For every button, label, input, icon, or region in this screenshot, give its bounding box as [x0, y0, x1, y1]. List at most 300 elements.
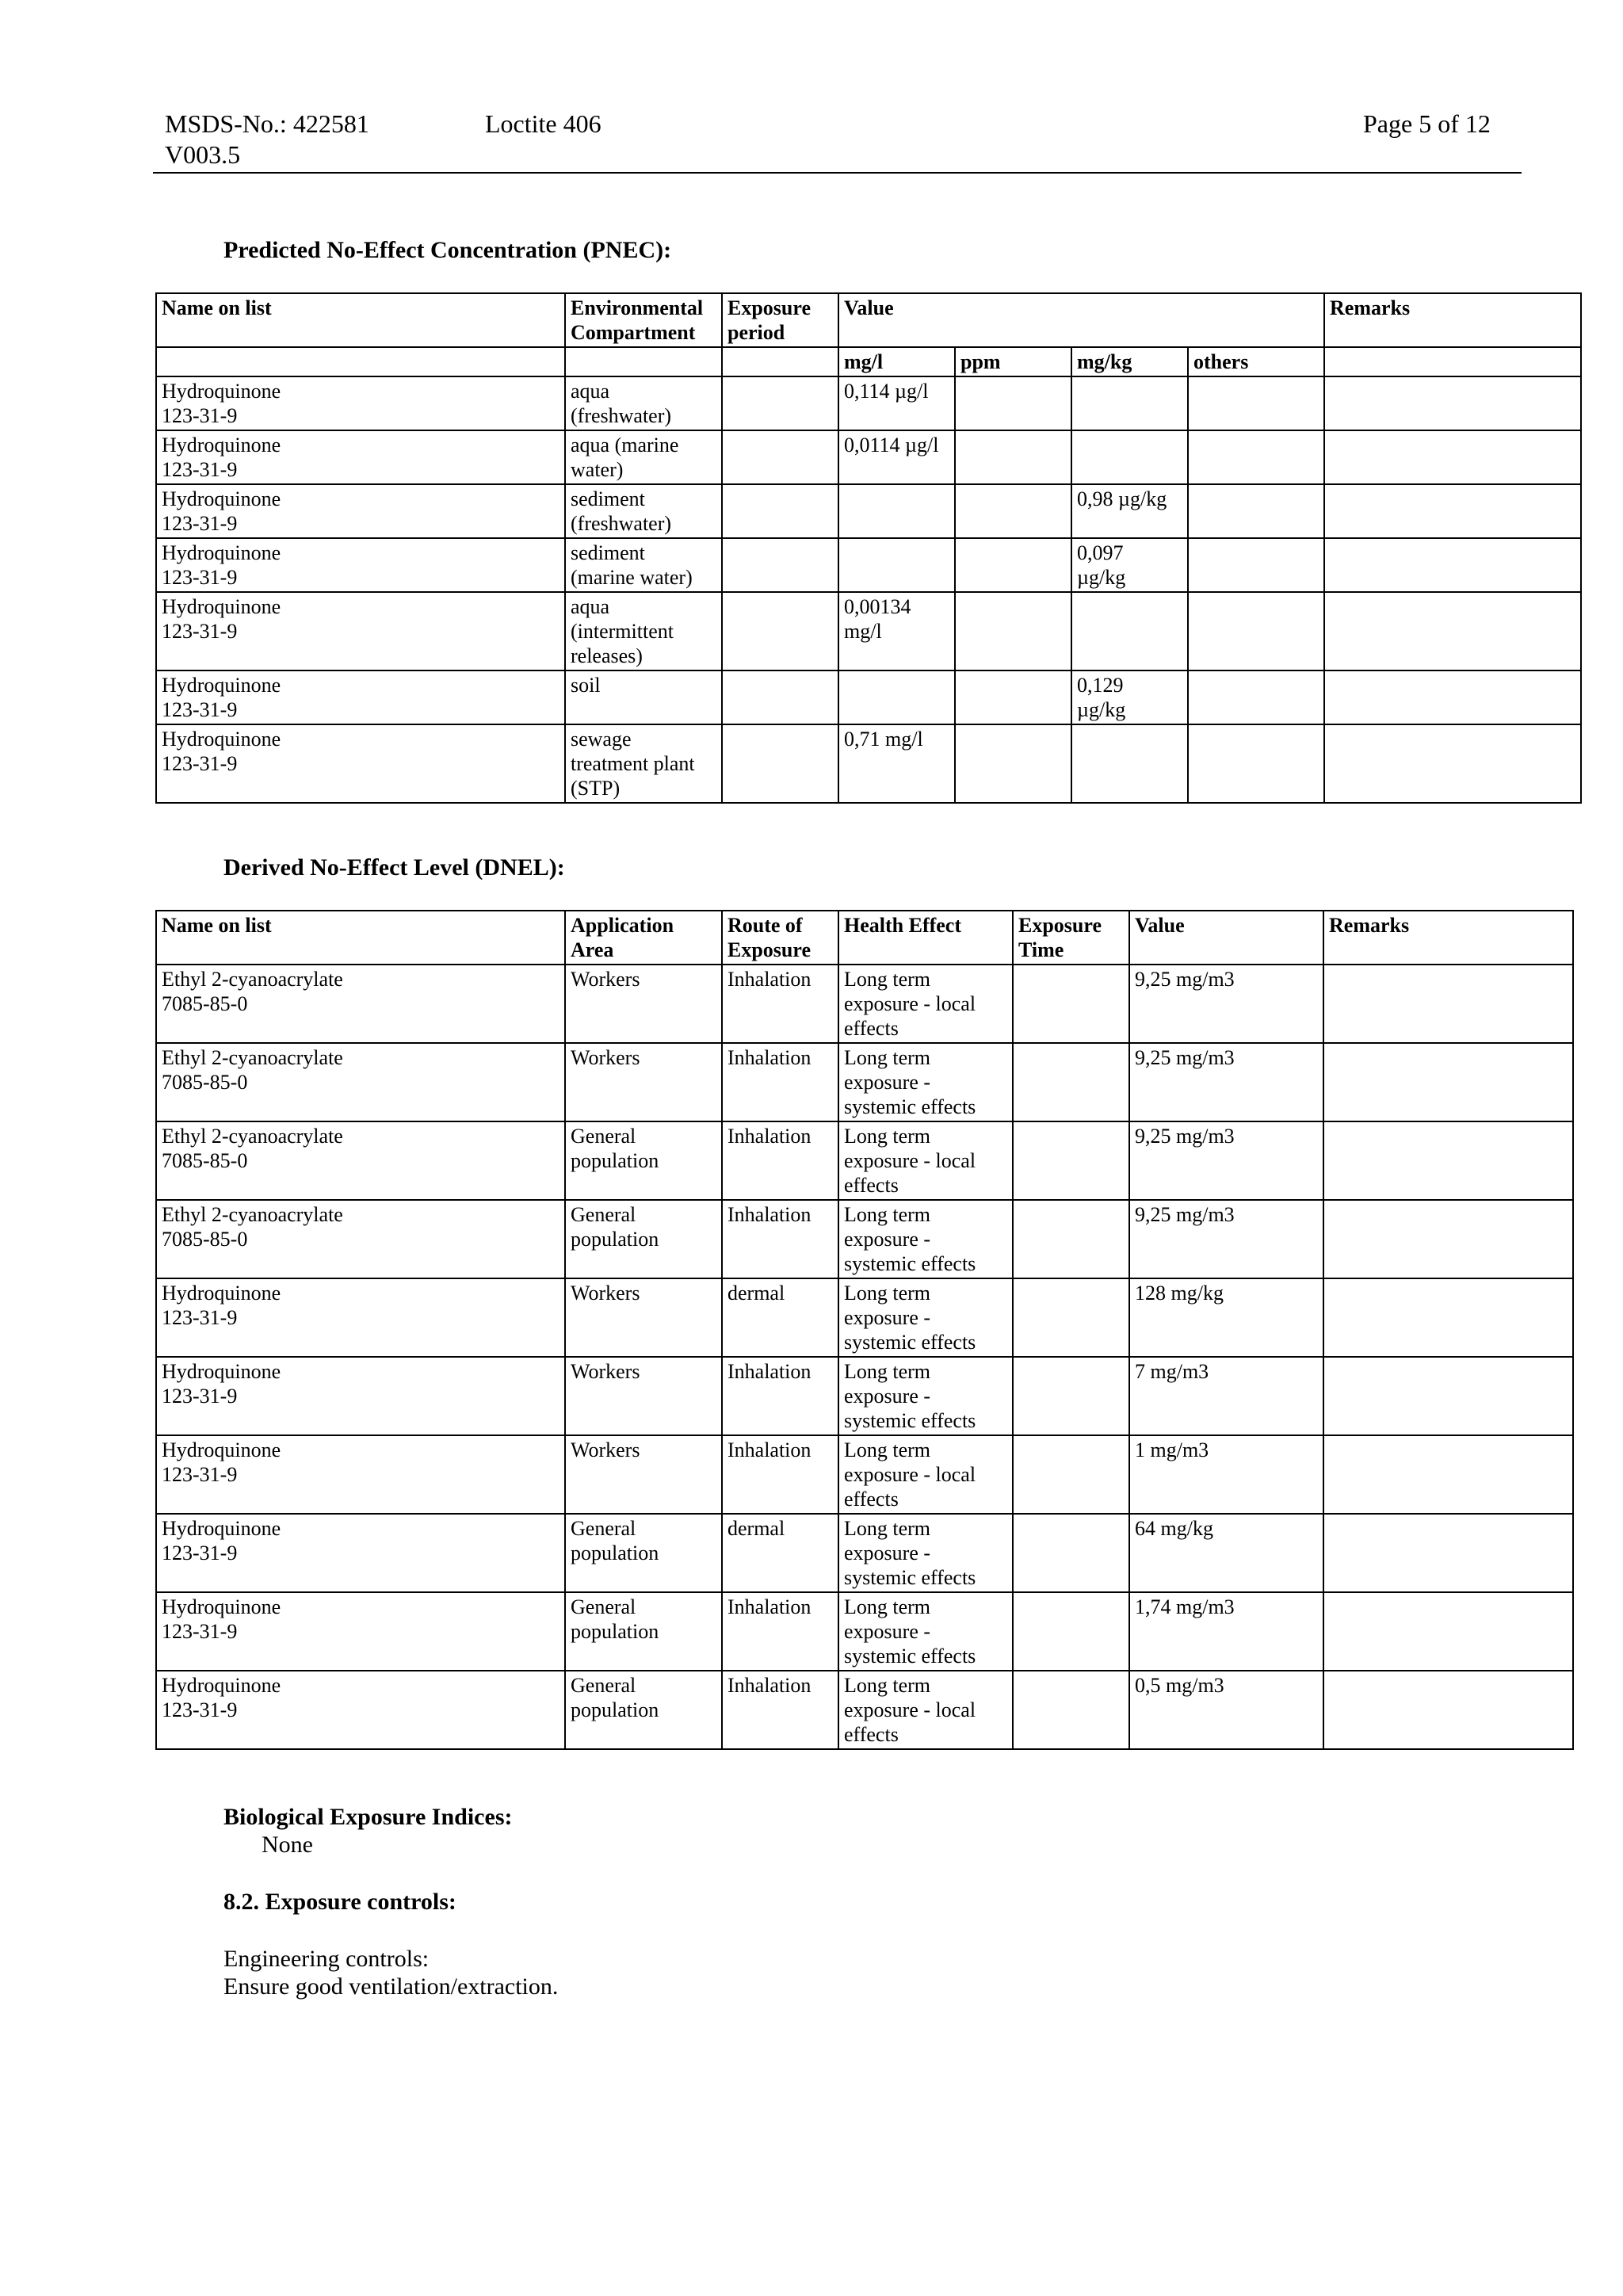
pnec-subheader-empty: [565, 347, 722, 376]
cell-line: Long term: [844, 1046, 931, 1069]
dnel-cell-time: [1013, 1671, 1129, 1749]
page-number: Page 5 of 12: [1363, 109, 1491, 138]
pnec-title: Predicted No-Effect Concentration (PNEC):: [223, 237, 672, 263]
pnec-cell-compartment: [565, 592, 722, 670]
dnel-cell-value: [1129, 1357, 1323, 1435]
cell-line: 0,097: [1077, 541, 1124, 564]
bei-title: Biological Exposure Indices:: [223, 1804, 513, 1830]
pnec-cell-compartment: [565, 724, 722, 803]
cell-line: aqua: [571, 380, 610, 403]
cell-line: Name on list: [162, 296, 272, 319]
cell-line: Name on list: [162, 914, 272, 937]
cell-line: Inhalation: [727, 1046, 812, 1069]
dnel-row: [156, 965, 1573, 1043]
pnec-cell-period: [722, 484, 838, 538]
cell-line: Health Effect: [844, 914, 962, 937]
cell-line: exposure - local: [844, 1149, 976, 1172]
pnec-cell-compartment: [565, 670, 722, 724]
cell-line: 123-31-9: [162, 1385, 238, 1408]
dnel-cell-effect: [838, 1514, 1013, 1592]
pnec-cell-name: [156, 670, 565, 724]
cell-line: Long term: [844, 1517, 931, 1540]
pnec-row: [156, 484, 1581, 538]
pnec-cell-ppm: [955, 484, 1071, 538]
bei-text: None: [262, 1832, 313, 1858]
cell-line: General: [571, 1674, 636, 1697]
cell-line: 123-31-9: [162, 404, 238, 427]
cell-line: 123-31-9: [162, 1620, 238, 1643]
pnec-header-period: [722, 293, 838, 347]
dnel-cell-time: [1013, 1043, 1129, 1121]
cell-line: 0,0114 µg/l: [844, 434, 939, 457]
dnel-cell-area: [565, 965, 722, 1043]
cell-line: water): [571, 458, 624, 481]
cell-line: 123-31-9: [162, 1541, 238, 1564]
pnec-subheader-mgkg: mg/kg: [1071, 347, 1188, 376]
cell-line: Hydroquinone: [162, 1517, 281, 1540]
pnec-header-value: [838, 293, 1324, 347]
dnel-header-value: [1129, 911, 1323, 965]
dnel-row: [156, 1514, 1573, 1592]
pnec-header-remarks: [1324, 293, 1581, 347]
dnel-cell-remarks: [1323, 1671, 1573, 1749]
cell-line: systemic effects: [844, 1566, 976, 1589]
cell-line: Workers: [571, 1282, 640, 1305]
dnel-cell-name: [156, 1514, 565, 1592]
pnec-cell-remarks: [1324, 538, 1581, 592]
dnel-cell-effect: [838, 1200, 1013, 1278]
dnel-cell-effect: [838, 1357, 1013, 1435]
cell-line: Remarks: [1330, 296, 1411, 319]
dnel-cell-effect: [838, 1592, 1013, 1671]
dnel-cell-route: [722, 965, 838, 1043]
pnec-cell-compartment: [565, 430, 722, 484]
cell-line: Workers: [571, 968, 640, 991]
cell-line: Ethyl 2-cyanoacrylate: [162, 1046, 343, 1069]
cell-line: dermal: [727, 1517, 785, 1540]
pnec-header-name: [156, 293, 565, 347]
pnec-cell-ppm: [955, 724, 1071, 803]
pnec-cell-remarks: [1324, 484, 1581, 538]
cell-line: 1,74 mg/m3: [1135, 1595, 1235, 1618]
cell-line: General: [571, 1203, 636, 1226]
cell-line: Inhalation: [727, 1595, 812, 1618]
pnec-cell-ppm: [955, 538, 1071, 592]
cell-line: mg/l: [844, 620, 882, 643]
cell-line: Hydroquinone: [162, 541, 281, 564]
dnel-cell-route: [722, 1435, 838, 1514]
pnec-subheader-empty: [722, 347, 838, 376]
cell-line: 9,25 mg/m3: [1135, 968, 1235, 991]
dnel-title: Derived No-Effect Level (DNEL):: [223, 854, 565, 881]
cell-line: population: [571, 1698, 659, 1721]
cell-line: Workers: [571, 1438, 640, 1461]
dnel-cell-name: [156, 1121, 565, 1200]
dnel-cell-effect: [838, 1043, 1013, 1121]
cell-line: Inhalation: [727, 1674, 812, 1697]
cell-line: Remarks: [1329, 914, 1410, 937]
pnec-cell-mgl: [838, 430, 955, 484]
dnel-cell-value: [1129, 1278, 1323, 1357]
pnec-cell-others: [1188, 376, 1324, 430]
cell-line: Workers: [571, 1360, 640, 1383]
pnec-table: [155, 292, 1582, 804]
cell-line: effects: [844, 1017, 899, 1040]
pnec-row: [156, 592, 1581, 670]
dnel-cell-name: [156, 1671, 565, 1749]
cell-line: Ethyl 2-cyanoacrylate: [162, 1203, 343, 1226]
cell-line: releases): [571, 644, 643, 667]
cell-line: (freshwater): [571, 404, 672, 427]
dnel-cell-name: [156, 1043, 565, 1121]
pnec-cell-mgkg: [1071, 592, 1188, 670]
dnel-cell-area: [565, 1671, 722, 1749]
pnec-cell-mgkg: [1071, 430, 1188, 484]
pnec-subheader-empty: [156, 347, 565, 376]
dnel-row: [156, 1671, 1573, 1749]
cell-line: Inhalation: [727, 1438, 812, 1461]
cell-line: General: [571, 1125, 636, 1148]
exposure-controls-title: 8.2. Exposure controls:: [223, 1889, 456, 1915]
pnec-row: [156, 724, 1581, 803]
dnel-cell-area: [565, 1514, 722, 1592]
dnel-cell-area: [565, 1435, 722, 1514]
dnel-table: [155, 910, 1574, 1750]
cell-line: Hydroquinone: [162, 728, 281, 751]
pnec-row: [156, 376, 1581, 430]
cell-line: µg/kg: [1077, 698, 1126, 721]
pnec-cell-name: [156, 430, 565, 484]
pnec-cell-mgkg: [1071, 670, 1188, 724]
cell-line: 0,5 mg/m3: [1135, 1674, 1224, 1697]
cell-line: Workers: [571, 1046, 640, 1069]
dnel-cell-area: [565, 1592, 722, 1671]
cell-line: Value: [844, 296, 894, 319]
cell-line: 1 mg/m3: [1135, 1438, 1209, 1461]
pnec-cell-period: [722, 376, 838, 430]
cell-line: soil: [571, 674, 601, 697]
cell-line: sediment: [571, 487, 645, 510]
cell-line: aqua: [571, 595, 610, 618]
cell-line: Hydroquinone: [162, 380, 281, 403]
pnec-cell-name: [156, 484, 565, 538]
msds-number: MSDS-No.: 422581: [165, 109, 369, 138]
cell-line: Inhalation: [727, 1360, 812, 1383]
dnel-cell-time: [1013, 1200, 1129, 1278]
dnel-row: [156, 1278, 1573, 1357]
pnec-cell-others: [1188, 430, 1324, 484]
cell-line: (intermittent: [571, 620, 674, 643]
pnec-cell-others: [1188, 724, 1324, 803]
pnec-cell-compartment: [565, 484, 722, 538]
pnec-subheader-ppm: ppm: [955, 347, 1071, 376]
cell-line: Exposure: [727, 296, 811, 319]
dnel-cell-effect: [838, 1671, 1013, 1749]
cell-line: 64 mg/kg: [1135, 1517, 1213, 1540]
cell-line: 9,25 mg/m3: [1135, 1125, 1235, 1148]
pnec-cell-ppm: [955, 430, 1071, 484]
cell-line: Inhalation: [727, 1125, 812, 1148]
pnec-cell-ppm: [955, 592, 1071, 670]
dnel-row: [156, 1592, 1573, 1671]
cell-line: Long term: [844, 1438, 931, 1461]
dnel-cell-remarks: [1323, 1200, 1573, 1278]
cell-line: Inhalation: [727, 968, 812, 991]
cell-line: sewage: [571, 728, 632, 751]
pnec-cell-name: [156, 376, 565, 430]
cell-line: exposure - local: [844, 1463, 976, 1486]
cell-line: 7 mg/m3: [1135, 1360, 1209, 1383]
cell-line: effects: [844, 1723, 899, 1746]
product-name: Loctite 406: [485, 109, 601, 138]
pnec-cell-period: [722, 538, 838, 592]
cell-line: systemic effects: [844, 1645, 976, 1668]
dnel-cell-time: [1013, 1592, 1129, 1671]
pnec-cell-remarks: [1324, 724, 1581, 803]
pnec-cell-mgl: [838, 592, 955, 670]
cell-line: 0,98 µg/kg: [1077, 487, 1167, 510]
cell-line: Hydroquinone: [162, 1438, 281, 1461]
dnel-cell-time: [1013, 1435, 1129, 1514]
cell-line: Hydroquinone: [162, 1674, 281, 1697]
cell-line: 123-31-9: [162, 752, 238, 775]
dnel-cell-area: [565, 1121, 722, 1200]
dnel-cell-name: [156, 1435, 565, 1514]
pnec-cell-period: [722, 430, 838, 484]
cell-line: 9,25 mg/m3: [1135, 1203, 1235, 1226]
pnec-row: [156, 538, 1581, 592]
cell-line: Inhalation: [727, 1203, 812, 1226]
pnec-cell-mgl: [838, 376, 955, 430]
dnel-header-effect: [838, 911, 1013, 965]
cell-line: Long term: [844, 968, 931, 991]
dnel-cell-time: [1013, 1357, 1129, 1435]
cell-line: exposure - local: [844, 1698, 976, 1721]
dnel-cell-route: [722, 1121, 838, 1200]
cell-line: effects: [844, 1174, 899, 1197]
pnec-cell-others: [1188, 484, 1324, 538]
dnel-cell-name: [156, 1592, 565, 1671]
dnel-cell-value: [1129, 1435, 1323, 1514]
cell-line: sediment: [571, 541, 645, 564]
cell-line: Area: [571, 938, 614, 961]
cell-line: aqua (marine: [571, 434, 679, 457]
cell-line: exposure -: [844, 1620, 931, 1643]
pnec-cell-period: [722, 592, 838, 670]
cell-line: Ethyl 2-cyanoacrylate: [162, 968, 343, 991]
dnel-cell-effect: [838, 1435, 1013, 1514]
engineering-controls-label: Engineering controls:: [223, 1946, 430, 1972]
cell-line: population: [571, 1228, 659, 1251]
dnel-cell-name: [156, 1278, 565, 1357]
cell-line: 123-31-9: [162, 458, 238, 481]
cell-line: Route of: [727, 914, 803, 937]
dnel-cell-time: [1013, 1278, 1129, 1357]
cell-line: dermal: [727, 1282, 785, 1305]
cell-line: 7085-85-0: [162, 1071, 248, 1094]
cell-line: Hydroquinone: [162, 1360, 281, 1383]
dnel-cell-remarks: [1323, 1592, 1573, 1671]
cell-line: 0,71 mg/l: [844, 728, 923, 751]
dnel-header-area: [565, 911, 722, 965]
cell-line: Hydroquinone: [162, 487, 281, 510]
document-version: V003.5: [165, 140, 241, 169]
dnel-cell-effect: [838, 965, 1013, 1043]
cell-line: Compartment: [571, 321, 696, 344]
dnel-cell-effect: [838, 1121, 1013, 1200]
pnec-cell-mgkg: [1071, 376, 1188, 430]
cell-line: µg/kg: [1077, 566, 1126, 589]
dnel-cell-route: [722, 1671, 838, 1749]
dnel-cell-route: [722, 1514, 838, 1592]
pnec-cell-compartment: [565, 376, 722, 430]
cell-line: systemic effects: [844, 1409, 976, 1432]
dnel-row: [156, 1043, 1573, 1121]
cell-line: 0,114 µg/l: [844, 380, 929, 403]
pnec-cell-mgl: [838, 724, 955, 803]
cell-line: Time: [1018, 938, 1064, 961]
dnel-cell-value: [1129, 1121, 1323, 1200]
cell-line: Application: [571, 914, 674, 937]
dnel-cell-remarks: [1323, 1121, 1573, 1200]
dnel-row: [156, 1200, 1573, 1278]
cell-line: Exposure: [727, 938, 811, 961]
dnel-cell-name: [156, 1200, 565, 1278]
dnel-cell-time: [1013, 1514, 1129, 1592]
pnec-cell-others: [1188, 592, 1324, 670]
cell-line: effects: [844, 1488, 899, 1511]
cell-line: (freshwater): [571, 512, 672, 535]
dnel-cell-value: [1129, 1592, 1323, 1671]
dnel-cell-area: [565, 1357, 722, 1435]
dnel-cell-remarks: [1323, 1278, 1573, 1357]
pnec-header-compartment: [565, 293, 722, 347]
cell-line: 0,00134: [844, 595, 911, 618]
pnec-row: [156, 430, 1581, 484]
dnel-cell-remarks: [1323, 1514, 1573, 1592]
dnel-cell-area: [565, 1200, 722, 1278]
pnec-subheader-empty: [1324, 347, 1581, 376]
pnec-cell-others: [1188, 538, 1324, 592]
pnec-cell-name: [156, 724, 565, 803]
cell-line: exposure -: [844, 1385, 931, 1408]
dnel-cell-value: [1129, 965, 1323, 1043]
pnec-cell-compartment: [565, 538, 722, 592]
cell-line: population: [571, 1149, 659, 1172]
pnec-cell-remarks: [1324, 592, 1581, 670]
cell-line: population: [571, 1541, 659, 1564]
pnec-subheader-mgl: mg/l: [838, 347, 955, 376]
pnec-cell-mgl: [838, 538, 955, 592]
cell-line: Value: [1135, 914, 1185, 937]
dnel-cell-remarks: [1323, 1043, 1573, 1121]
dnel-cell-value: [1129, 1671, 1323, 1749]
cell-line: systemic effects: [844, 1095, 976, 1118]
dnel-cell-route: [722, 1200, 838, 1278]
cell-line: treatment plant: [571, 752, 695, 775]
dnel-row: [156, 1435, 1573, 1514]
dnel-cell-area: [565, 1043, 722, 1121]
pnec-cell-mgkg: [1071, 484, 1188, 538]
cell-line: systemic effects: [844, 1252, 976, 1275]
cell-line: Environmental: [571, 296, 704, 319]
pnec-cell-period: [722, 670, 838, 724]
dnel-cell-route: [722, 1278, 838, 1357]
cell-line: 123-31-9: [162, 566, 238, 589]
pnec-cell-mgl: [838, 670, 955, 724]
dnel-cell-value: [1129, 1200, 1323, 1278]
pnec-cell-mgkg: [1071, 538, 1188, 592]
pnec-cell-ppm: [955, 670, 1071, 724]
dnel-cell-route: [722, 1357, 838, 1435]
cell-line: Long term: [844, 1360, 931, 1383]
dnel-cell-time: [1013, 1121, 1129, 1200]
cell-line: Long term: [844, 1282, 931, 1305]
cell-line: period: [727, 321, 785, 344]
dnel-cell-remarks: [1323, 965, 1573, 1043]
dnel-row: [156, 1121, 1573, 1200]
cell-line: (marine water): [571, 566, 693, 589]
cell-line: systemic effects: [844, 1331, 976, 1354]
dnel-cell-time: [1013, 965, 1129, 1043]
cell-line: Hydroquinone: [162, 434, 281, 457]
cell-line: exposure - local: [844, 992, 976, 1015]
cell-line: Long term: [844, 1203, 931, 1226]
cell-line: 123-31-9: [162, 698, 238, 721]
dnel-header-name: [156, 911, 565, 965]
dnel-cell-name: [156, 1357, 565, 1435]
cell-line: exposure -: [844, 1541, 931, 1564]
cell-line: 123-31-9: [162, 1698, 238, 1721]
dnel-cell-value: [1129, 1043, 1323, 1121]
cell-line: 128 mg/kg: [1135, 1282, 1224, 1305]
cell-line: General: [571, 1595, 636, 1618]
cell-line: Long term: [844, 1595, 931, 1618]
cell-line: Ethyl 2-cyanoacrylate: [162, 1125, 343, 1148]
dnel-cell-route: [722, 1043, 838, 1121]
cell-line: exposure -: [844, 1071, 931, 1094]
cell-line: 7085-85-0: [162, 1149, 248, 1172]
cell-line: (STP): [571, 777, 621, 800]
dnel-cell-value: [1129, 1514, 1323, 1592]
pnec-row: [156, 670, 1581, 724]
dnel-header-time: [1013, 911, 1129, 965]
cell-line: 7085-85-0: [162, 1228, 248, 1251]
pnec-subheader-others: others: [1188, 347, 1324, 376]
cell-line: 0,129: [1077, 674, 1124, 697]
pnec-cell-mgl: [838, 484, 955, 538]
cell-line: 123-31-9: [162, 1306, 238, 1329]
pnec-cell-mgkg: [1071, 724, 1188, 803]
pnec-cell-ppm: [955, 376, 1071, 430]
engineering-controls-text: Ensure good ventilation/extraction.: [223, 1973, 559, 2000]
pnec-cell-remarks: [1324, 376, 1581, 430]
dnel-cell-effect: [838, 1278, 1013, 1357]
dnel-cell-remarks: [1323, 1435, 1573, 1514]
dnel-header-remarks: [1323, 911, 1573, 965]
dnel-cell-name: [156, 965, 565, 1043]
cell-line: exposure -: [844, 1228, 931, 1251]
cell-line: 123-31-9: [162, 512, 238, 535]
cell-line: 9,25 mg/m3: [1135, 1046, 1235, 1069]
dnel-header-route: [722, 911, 838, 965]
cell-line: Hydroquinone: [162, 674, 281, 697]
dnel-cell-route: [722, 1592, 838, 1671]
header-divider: [153, 172, 1522, 174]
cell-line: Hydroquinone: [162, 595, 281, 618]
pnec-cell-remarks: [1324, 430, 1581, 484]
dnel-cell-area: [565, 1278, 722, 1357]
